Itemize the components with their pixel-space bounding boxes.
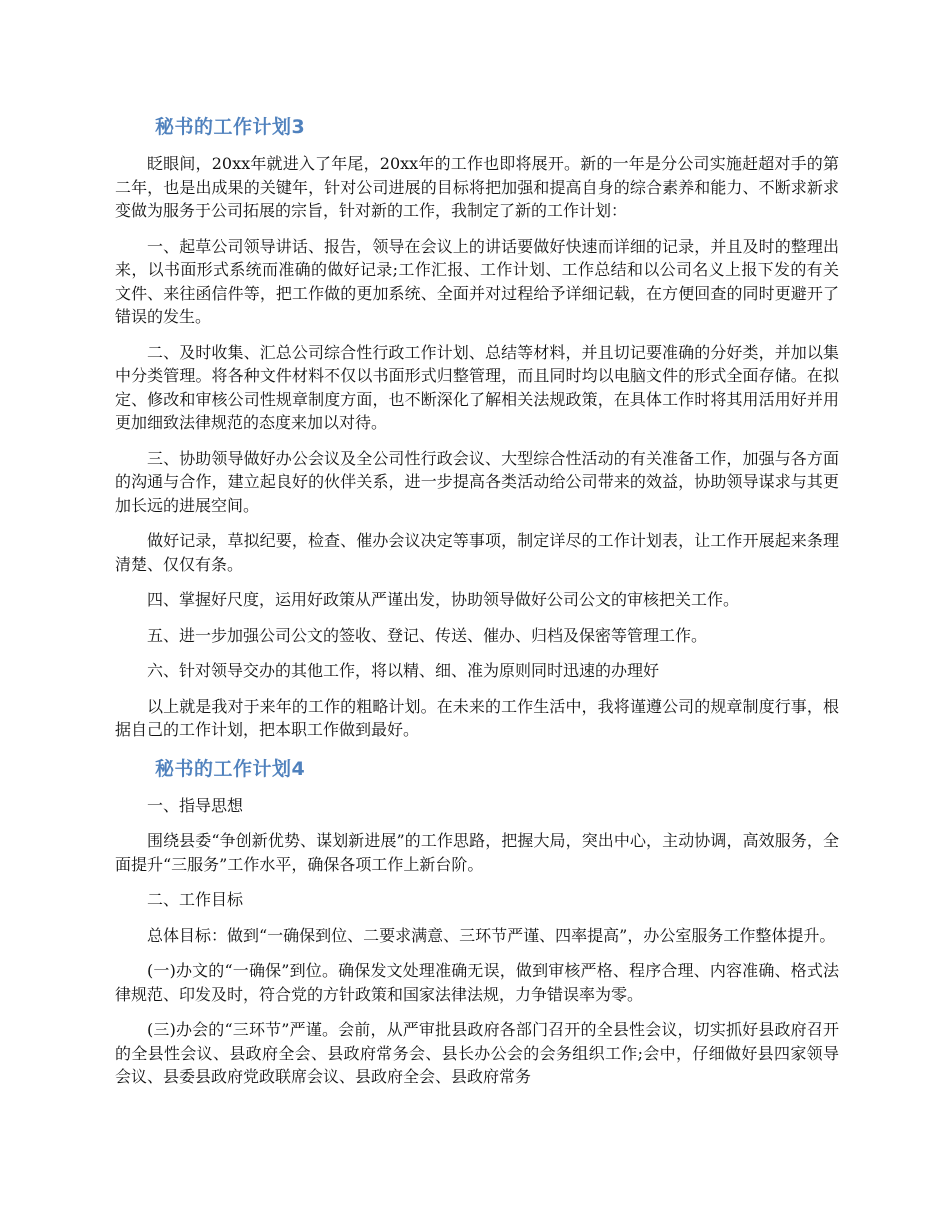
section-4-heading-guiding-thought: 一、指导思想 (147, 795, 244, 815)
section-4-paragraph-guiding-thought: 围绕县委“争创新优势、谋划新进展”的工作思路，把握大局，突出中心，主动协调，高效服务，全面提升“三服务”工作水平，确保各项工作上新台阶。 (115, 831, 839, 874)
section-3-paragraph-item-2: 二、及时收集、汇总公司综合性行政工作计划、总结等材料，并且切记要准确的分好类，并加以集中分类管理。将各种文件材料不仅以书面形式归整管理，而且同时均以电脑文件的形式全面存储。在拟定、修改和审核公司性规章制度方面，也不断深化了解相关法规政策，在具体工作时将其用活用好并用更加细致法律规范的态度来加以对待。 (115, 342, 839, 432)
section-4-title: 秘书的工作计划4 (155, 757, 306, 780)
section-3-paragraph-item-6: 六、针对领导交办的其他工作，将以精、细、准为原则同时迅速的办理好 (147, 661, 660, 680)
section-3-paragraph-intro: 眨眼间，20xx年就进入了年尾，20xx年的工作也即将展开。新的一年是分公司实施赶超对手的第二年，也是出成果的关键年，针对公司进展的目标将把加强和提高自身的综合素养和能力、不断求新求变做为服务于公司拓展的宗旨，针对新的工作，我制定了新的工作计划： (115, 154, 839, 220)
document-content (115, 112, 839, 1101)
section-3-paragraph-item-1: 一、起草公司领导讲话、报告，领导在会议上的讲话要做好快速而详细的记录，并且及时的整理出来，以书面形式系统而准确的做好记录;工作汇报、工作计划、工作总结和以公司名义上报下发的有关文件、来往函信件等，把工作做的更加系统、全面并对过程给予详细记载，在方便回查的同时更避开了错误的发生。 (115, 236, 839, 326)
section-3-paragraph-conclusion: 以上就是我对于来年的工作的粗略计划。在未来的工作生活中，我将谨遵公司的规章制度行事，根据自己的工作计划，把本职工作做到最好。 (115, 696, 839, 739)
section-4-heading-work-goals: 二、工作目标 (147, 890, 244, 909)
section-3-paragraph-item-3: 三、协助领导做好办公会议及全公司性行政会议、大型综合性活动的有关准备工作，加强与各方面的沟通与合作，建立起良好的伙伴关系，进一步提高各类活动给公司带来的效益，协助领导谋求与其更加长远的进展空间。 (115, 448, 839, 515)
section-3-paragraph-records: 做好记录，草拟纪要，检查、催办会议决定等事项，制定详尽的工作计划表，让工作开展起来条理清楚、仅仅有条。 (115, 531, 839, 574)
section-3-title: 秘书的工作计划3 (155, 116, 306, 138)
section-4-paragraph-overall-goal: 总体目标：做到“一确保到位、二要求满意、三环节严谨、四率提高”，办公室服务工作整体提升。 (147, 925, 836, 945)
section-4-paragraph-document-handling: (一)办文的“一确保”到位。确保发文处理准确无误，做到审核严格、程序合理、内容准确、格式法律规范、印发及时，符合党的方针政策和国家法律法规，力争错误率为零。 (115, 961, 839, 1004)
section-3-paragraph-item-5: 五、进一步加强公司公文的签收、登记、传送、催办、归档及保密等管理工作。 (147, 625, 708, 645)
section-3-paragraph-item-4: 四、掌握好尺度，运用好政策从严谨出发，协助领导做好公司公文的审核把关工作。 (147, 590, 740, 609)
section-4-paragraph-meeting-handling: (三)办会的“三环节”严谨。会前，从严审批县政府各部门召开的全县性会议，切实抓好县政府召开的全县性会议、县政府全会、县政府常务会、县长办公会的会务组织工作;会中，仔细做好县四家领导会议、县委县政府党政联席会议、县政府全会、县政府常务 (115, 1020, 839, 1086)
